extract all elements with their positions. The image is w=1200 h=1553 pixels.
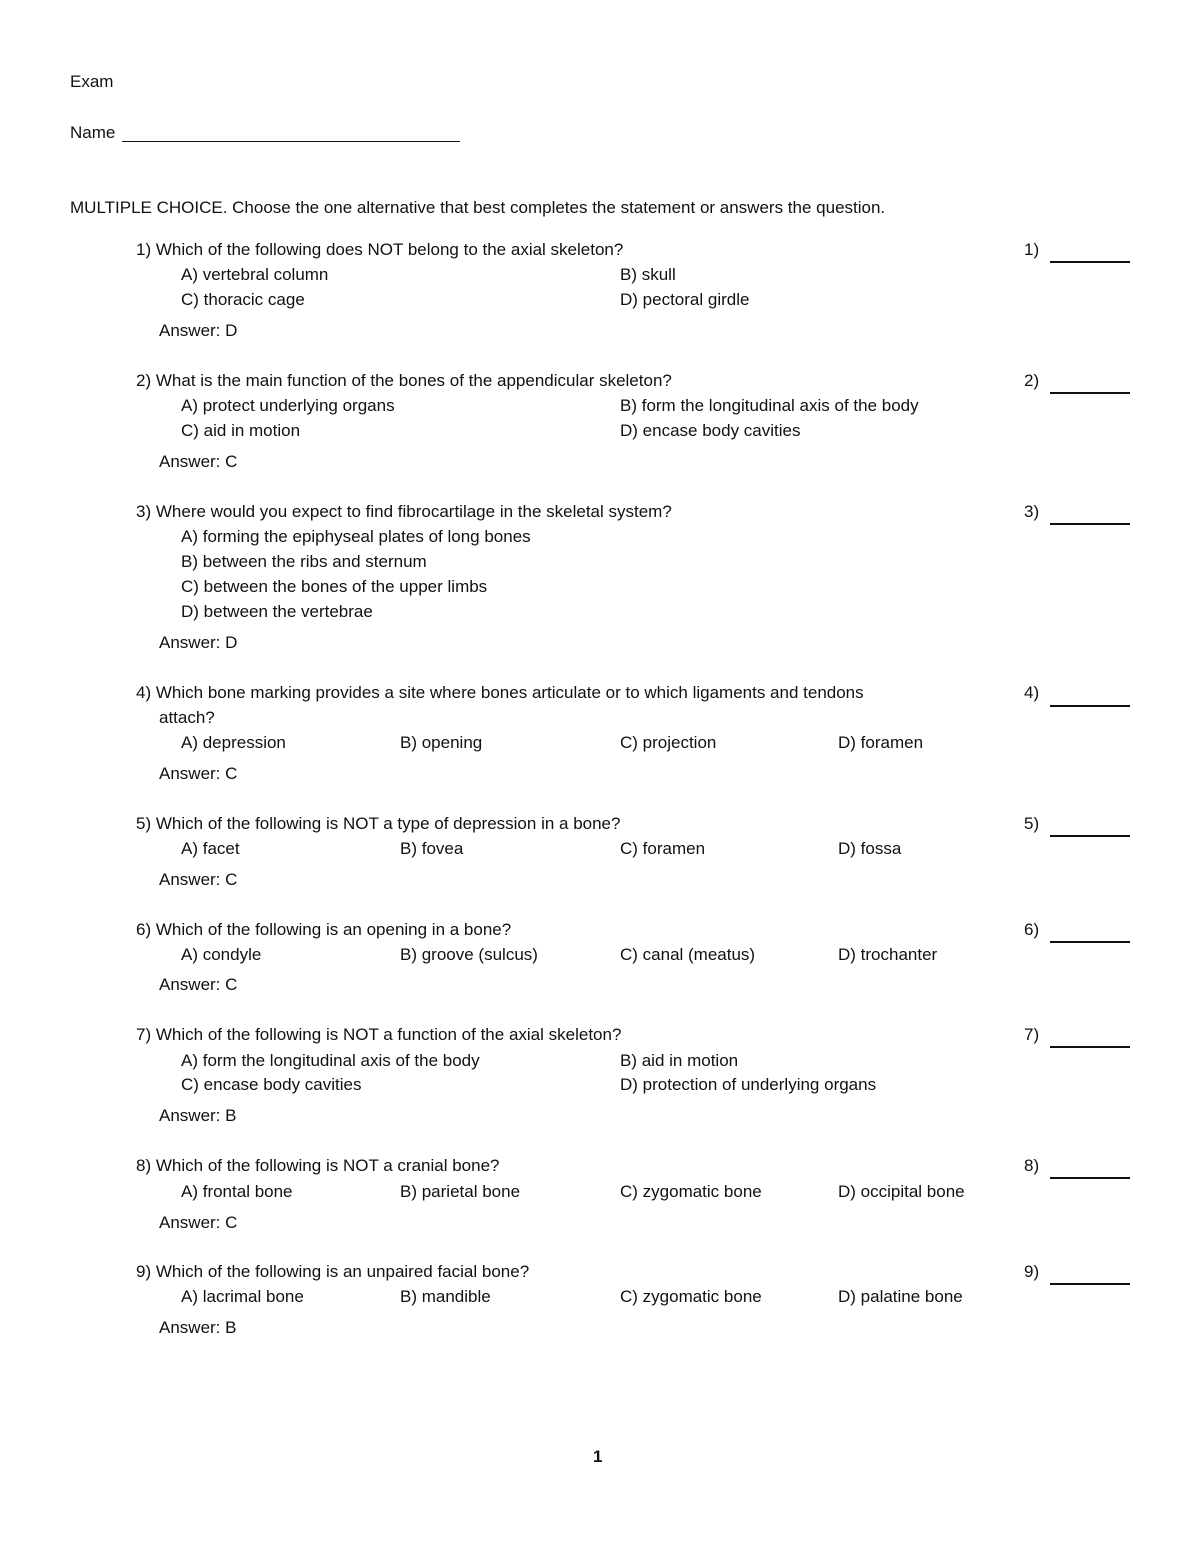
q8-answer-blank[interactable] (1050, 1177, 1130, 1179)
q2-answer-blank[interactable] (1050, 392, 1130, 394)
question-1-text: 1) Which of the following does NOT belong to the axial skeleton? (136, 240, 624, 259)
q9-answer-blank[interactable] (1050, 1283, 1130, 1285)
page-number: 1 (593, 1447, 603, 1466)
q3-answer: Answer: D (159, 633, 238, 652)
question-5-text: 5) Which of the following is NOT a type of depression in a bone? (136, 814, 621, 833)
q4-choice-d[interactable]: D) foramen (838, 733, 924, 752)
q2-choice-d[interactable]: D) encase body cavities (620, 421, 801, 440)
question-8-text: 8) Which of the following is NOT a cranial bone? (136, 1156, 500, 1175)
q6-choice-b[interactable]: B) groove (sulcus) (400, 945, 538, 964)
q3-choice-d[interactable]: D) between the vertebrae (181, 602, 373, 621)
q2-choice-b[interactable]: B) form the longitudinal axis of the body (620, 396, 919, 415)
q3-choice-b[interactable]: B) between the ribs and sternum (181, 552, 427, 571)
q1-choice-d[interactable]: D) pectoral girdle (620, 290, 750, 309)
q6-margin-number: 6) (1024, 920, 1040, 939)
q9-choice-a[interactable]: A) lacrimal bone (181, 1287, 304, 1306)
q5-margin-number: 5) (1024, 814, 1040, 833)
q7-choice-d[interactable]: D) protection of underlying organs (620, 1075, 877, 1094)
question-2-text: 2) What is the main function of the bones of the appendicular skeleton? (136, 371, 672, 390)
q1-choice-b[interactable]: B) skull (620, 265, 676, 284)
q2-choice-c[interactable]: C) aid in motion (181, 421, 301, 440)
q7-answer-blank[interactable] (1050, 1046, 1130, 1048)
question-7-text: 7) Which of the following is NOT a function of the axial skeleton? (136, 1025, 622, 1044)
q3-choice-a[interactable]: A) forming the epiphyseal plates of long bones (181, 527, 531, 546)
q7-margin-number: 7) (1024, 1025, 1040, 1044)
q7-choice-a[interactable]: A) form the longitudinal axis of the body (181, 1051, 480, 1070)
q8-choice-c[interactable]: C) zygomatic bone (620, 1182, 762, 1201)
q8-margin-number: 8) (1024, 1156, 1040, 1175)
q6-answer: Answer: C (159, 975, 238, 994)
q8-answer: Answer: C (159, 1213, 238, 1232)
q3-margin-number: 3) (1024, 502, 1040, 521)
q6-choice-a[interactable]: A) condyle (181, 945, 262, 964)
instructions: MULTIPLE CHOICE. Choose the one alternative that best completes the statement or answers the question. (70, 198, 886, 217)
name-label: Name (70, 123, 116, 142)
q9-margin-number: 9) (1024, 1262, 1040, 1281)
q5-choice-a[interactable]: A) facet (181, 839, 240, 858)
q4-answer-blank[interactable] (1050, 705, 1130, 707)
q7-choice-c[interactable]: C) encase body cavities (181, 1075, 362, 1094)
q4-choice-b[interactable]: B) opening (400, 733, 483, 752)
q1-answer: Answer: D (159, 321, 238, 340)
q8-choice-a[interactable]: A) frontal bone (181, 1182, 293, 1201)
q4-choice-a[interactable]: A) depression (181, 733, 286, 752)
q9-answer: Answer: B (159, 1318, 237, 1337)
q2-answer: Answer: C (159, 452, 238, 471)
q8-choice-d[interactable]: D) occipital bone (838, 1182, 965, 1201)
q2-margin-number: 2) (1024, 371, 1040, 390)
q9-choice-d[interactable]: D) palatine bone (838, 1287, 963, 1306)
q5-answer: Answer: C (159, 870, 238, 889)
question-4-text: 4) Which bone marking provides a site where bones articulate or to which ligaments and tendons (136, 683, 864, 702)
q7-choice-b[interactable]: B) aid in motion (620, 1051, 739, 1070)
q6-answer-blank[interactable] (1050, 941, 1130, 943)
q5-answer-blank[interactable] (1050, 835, 1130, 837)
q4-margin-number: 4) (1024, 683, 1040, 702)
q3-answer-blank[interactable] (1050, 523, 1130, 525)
question-6-text: 6) Which of the following is an opening in a bone? (136, 920, 512, 939)
q7-answer: Answer: B (159, 1106, 237, 1125)
q5-choice-d[interactable]: D) fossa (838, 839, 902, 858)
q1-choice-c[interactable]: C) thoracic cage (181, 290, 305, 309)
q2-choice-a[interactable]: A) protect underlying organs (181, 396, 395, 415)
name-field[interactable] (122, 141, 460, 142)
q1-margin-number: 1) (1024, 240, 1040, 259)
q4-answer: Answer: C (159, 764, 238, 783)
question-9-text: 9) Which of the following is an unpaired facial bone? (136, 1262, 530, 1281)
q4-choice-c[interactable]: C) projection (620, 733, 717, 752)
q5-choice-c[interactable]: C) foramen (620, 839, 706, 858)
question-3-text: 3) Where would you expect to find fibrocartilage in the skeletal system? (136, 502, 672, 521)
q8-choice-b[interactable]: B) parietal bone (400, 1182, 521, 1201)
q1-answer-blank[interactable] (1050, 261, 1130, 263)
q3-choice-c[interactable]: C) between the bones of the upper limbs (181, 577, 488, 596)
q9-choice-c[interactable]: C) zygomatic bone (620, 1287, 762, 1306)
q1-choice-a[interactable]: A) vertebral column (181, 265, 329, 284)
exam-title: Exam (70, 72, 114, 91)
q9-choice-b[interactable]: B) mandible (400, 1287, 491, 1306)
q6-choice-d[interactable]: D) trochanter (838, 945, 938, 964)
q6-choice-c[interactable]: C) canal (meatus) (620, 945, 756, 964)
question-4-text-cont: attach? (159, 708, 215, 727)
q5-choice-b[interactable]: B) fovea (400, 839, 464, 858)
